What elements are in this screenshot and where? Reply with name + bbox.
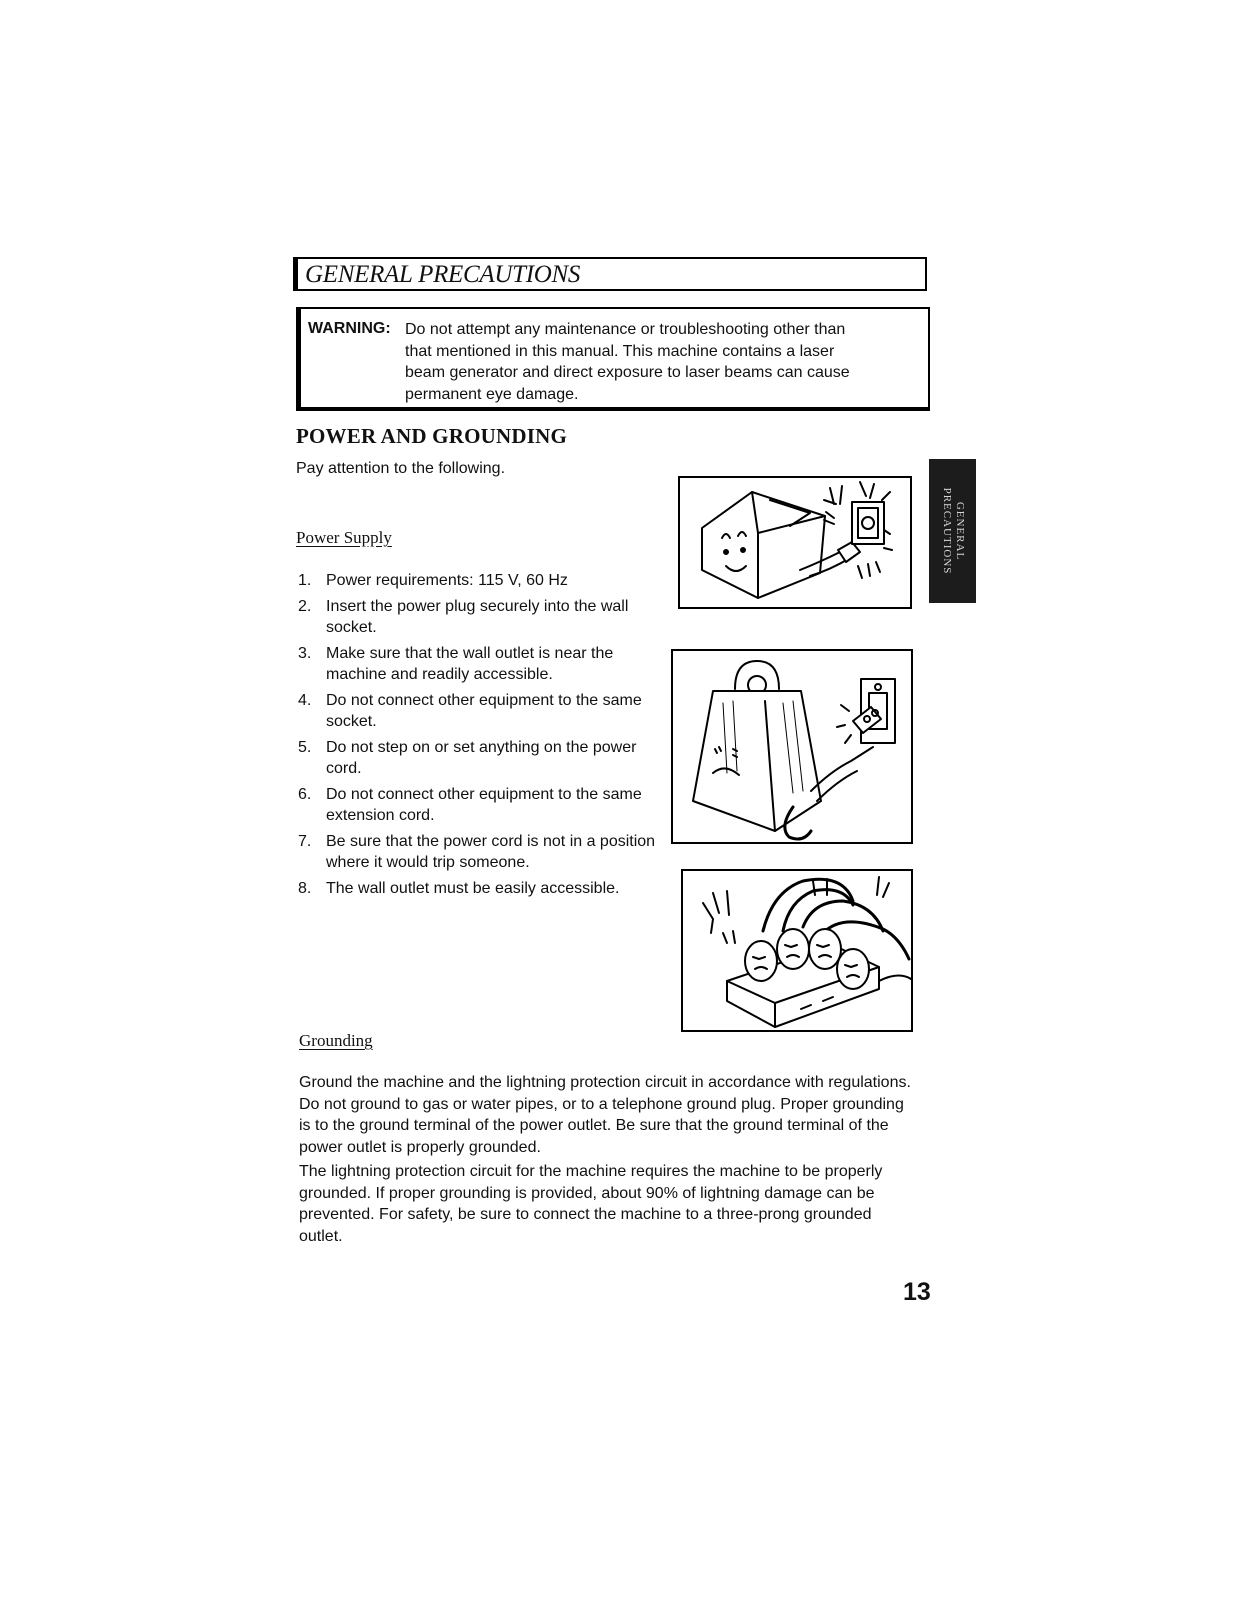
grounding-heading: Grounding: [299, 1031, 373, 1050]
warning-box: [296, 307, 930, 411]
warning-label: WARNING:: [308, 320, 391, 337]
illustration-machine-cord: [671, 649, 913, 844]
section-title-box: [293, 257, 927, 291]
list-item: 2. Insert the power plug securely into the wall socket.: [298, 598, 629, 636]
illustration-power-strip: [681, 869, 913, 1032]
side-tab-label: [940, 488, 966, 575]
section-intro: Pay attention to the following.: [296, 460, 506, 477]
list-item: 6. Do not connect other equipment to the same extension cord.: [298, 786, 642, 824]
list-item: 3. Make sure that the wall outlet is near the machine and readily accessible.: [298, 645, 614, 683]
side-tab-line: GENERAL: [953, 501, 966, 561]
list-item: 1. Power requirements: 115 V, 60 Hz: [298, 572, 568, 589]
happy-machine-plug-icon: [680, 478, 910, 607]
side-tab-line: PRECAUTIONS: [940, 487, 953, 575]
overloaded-power-strip-icon: [683, 871, 911, 1030]
warning-line: Do not attempt any maintenance or troubleshooting other than: [405, 321, 846, 338]
list-item: 8. The wall outlet must be easily accessible.: [298, 880, 620, 897]
grounding-paragraph-2: The lightning protection circuit for the machine requires the machine to be properly grounded. If proper grounding is provided, about 90% of lightning damage can be prevented. For safety, be sure to connect the machine to a three-prong grounded outlet.: [299, 1163, 883, 1245]
power-supply-heading: Power Supply: [296, 528, 392, 547]
grounding-paragraph-1: Ground the machine and the lightning protection circuit in accordance with regulations. Do not ground to gas or water pipes, or to a telephone ground plug. Proper grounding is to the ground terminal of the power outlet. Be sure that the ground terminal of the power outlet is properly grounded.: [299, 1074, 911, 1156]
list-item: 4. Do not connect other equipment to the same socket.: [298, 692, 642, 730]
list-item: 7. Be sure that the power cord is not in a position where it would trip someone.: [298, 833, 656, 871]
chapter-side-tab: [929, 459, 976, 603]
warning-line: beam generator and direct exposure to laser beams can cause: [405, 364, 850, 381]
section-heading: POWER AND GROUNDING: [296, 424, 567, 448]
warning-text: [405, 319, 915, 405]
sad-machine-cord-icon: [673, 651, 911, 842]
warning-line: permanent eye damage.: [405, 385, 579, 403]
list-item: 5. Do not step on or set anything on the power cord.: [298, 739, 637, 777]
page-title: GENERAL PRECAUTIONS: [305, 261, 581, 288]
illustration-machine-plug: [678, 476, 912, 609]
warning-line: that mentioned in this manual. This machine contains a laser: [405, 342, 835, 360]
page-number: 13: [903, 1278, 931, 1306]
power-supply-list: [296, 570, 656, 904]
